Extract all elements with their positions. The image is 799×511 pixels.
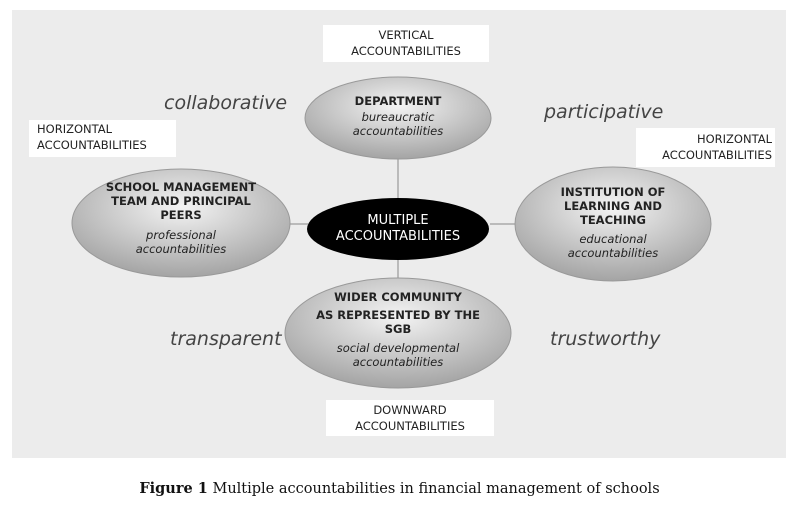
node-department	[318, 94, 478, 138]
label-downward-line2: ACCOUNTABILITIES	[355, 419, 465, 433]
caption-text: Multiple accountabilities in financial management of schools	[207, 481, 660, 497]
node-institution-title2: LEARNING AND	[564, 199, 662, 213]
node-institution	[538, 185, 688, 260]
node-wider-community-sub1: social developmental	[336, 341, 460, 355]
center-line2: ACCOUNTABILITIES	[335, 229, 461, 244]
node-school-management-title1: SCHOOL MANAGEMENT	[105, 180, 257, 194]
node-wider-community-title3: SGB	[384, 322, 412, 336]
label-horizontal-right	[636, 128, 775, 167]
caption-label: Figure 1	[139, 480, 208, 497]
quality-participative: participative	[544, 101, 664, 123]
center-node	[308, 213, 488, 245]
node-school-management-sub2: accountabilities	[135, 242, 227, 256]
node-school-management	[86, 180, 276, 256]
label-horizontal-right-line1: HORIZONTAL	[696, 132, 772, 146]
label-vertical-line2: ACCOUNTABILITIES	[351, 44, 461, 58]
node-wider-community-sub2: accountabilities	[352, 355, 444, 369]
node-institution-title1: INSTITUTION OF	[560, 185, 666, 199]
label-downward-accountabilities	[326, 400, 494, 436]
center-line1: MULTIPLE	[367, 213, 429, 228]
node-wider-community	[303, 290, 493, 369]
quality-collaborative: collaborative	[164, 92, 288, 114]
node-school-management-title2: TEAM AND PRINCIPAL	[111, 194, 251, 208]
figure-caption	[0, 480, 799, 497]
node-school-management-sub1: professional	[146, 228, 216, 242]
label-horizontal-left-line2: ACCOUNTABILITIES	[37, 138, 147, 152]
label-vertical-line1: VERTICAL	[378, 28, 434, 42]
node-wider-community-title2: AS REPRESENTED BY THE	[316, 308, 480, 322]
node-department-sub1: bureaucratic	[361, 110, 435, 124]
label-downward-line1: DOWNWARD	[373, 403, 447, 417]
diagram-panel	[12, 10, 786, 458]
node-department-sub2: accountabilities	[352, 124, 444, 138]
label-horizontal-left-line1: HORIZONTAL	[37, 122, 113, 136]
node-department-title: DEPARTMENT	[354, 94, 442, 108]
node-institution-sub1: educational	[579, 232, 647, 246]
node-school-management-title3: PEERS	[160, 208, 202, 222]
node-wider-community-title1: WIDER COMMUNITY	[334, 290, 462, 304]
label-horizontal-right-line2: ACCOUNTABILITIES	[662, 148, 772, 162]
quality-trustworthy: trustworthy	[550, 328, 661, 350]
label-horizontal-left	[29, 120, 176, 157]
node-institution-sub2: accountabilities	[567, 246, 659, 260]
label-vertical-accountabilities	[323, 25, 489, 62]
quality-transparent: transparent	[170, 328, 282, 350]
node-institution-title3: TEACHING	[579, 213, 646, 227]
